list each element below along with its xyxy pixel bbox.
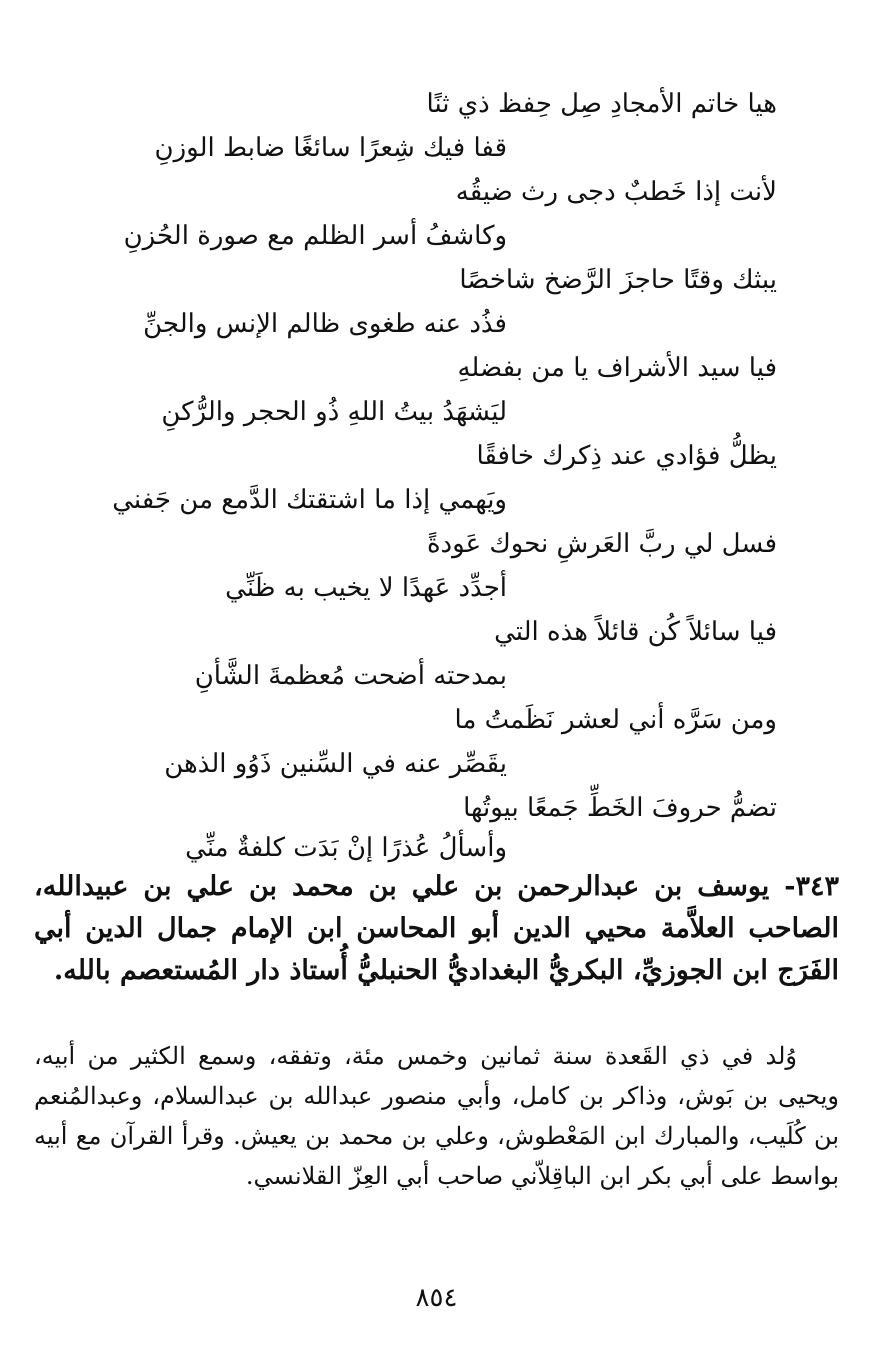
verse-line: هيا خاتم الأمجادِ صِل حِفظ ذي ثنًا: [426, 89, 777, 119]
entry-number: ٣٤٣-: [784, 871, 839, 902]
verse-line: يبثك وقتًا حاجزَ الرَّضخ شاخصًا: [459, 265, 777, 295]
verse-line: ويَهمي إذا ما اشتقتك الدَّمع من جَفني: [112, 485, 507, 515]
verse-line: قفا فيك شِعرًا سائغًا ضابط الوزنِ: [154, 133, 507, 163]
verse-line: ليَشهَدُ بيتُ اللهِ ذُو الحجر والرُّكنِ: [161, 397, 507, 427]
verse-line: فذُد عنه طغوى ظالم الإنس والجنِّ: [143, 309, 507, 339]
entry-body: [34, 1036, 839, 1196]
verse-line: فيا سائلاً كُن قائلاً هذه التي: [494, 617, 777, 647]
verse-line: يقَصِّر عنه في السِّنين ذَوُو الذهن: [164, 749, 507, 779]
verse-line: تضمُّ حروفَ الخَطِّ جَمعًا بيوتُها: [463, 793, 777, 823]
verse-line: ومن سَرَّه أني لعشر نَظَمتُ ما: [454, 705, 777, 735]
entry-paragraph: وُلد في ذي القَعدة سنة ثمانين وخمس مئة، وتفقه، وسمع الكثير من أبيه، ويحيى بن بَوش، وذاكر بن كامل، وأبي منصور عبدالله بن عبدالسلام، وعبدالمُنعم بن كُلَيب، والمبارك ابن المَعْطوش، وعلي بن محمد بن يعيش. وقرأ القرآن مع أبيه بواسط على أبي بكر ابن الباقِلاّني صاحب أبي العِزّ القلانسي.: [34, 1042, 839, 1190]
verse-line: فسل لي ربَّ العَرشِ نحوك عَودةً: [426, 529, 777, 559]
page-number: ٨٥٤: [415, 1283, 458, 1313]
entry-heading: [34, 866, 839, 992]
verse-line: بمدحته أضحت مُعظمةَ الشَّأنِ: [194, 661, 507, 691]
verse-line: فيا سيد الأشراف يا من بفضلهِ: [457, 353, 777, 383]
verse-line: وكاشفُ أسر الظلم مع صورة الحُزنِ: [123, 221, 507, 251]
entry-heading-text: يوسف بن عبدالرحمن بن علي بن محمد بن علي بن عبيدالله، الصاحب العلاَّمة محيي الدين أبو المحاسن ابن الإمام جمال الدين أبي الفَرَج ابن الجوزيِّ، البكريُّ البغداديُّ الحنبليُّ أُستاذ دار المُستعصم بالله.: [34, 871, 839, 986]
verse-line: لأنت إذا خَطبٌ دجى رث ضيقُه: [455, 177, 777, 207]
verse-line: أجدِّد عَهدًا لا يخيب به ظَنِّي: [225, 573, 507, 603]
verse-line: وأسألُ عُذرًا إنْ بَدَت كلفةٌ منِّي: [185, 833, 507, 863]
verse-line: يظلُّ فؤادي عند ذِكرك خافقًا: [476, 441, 777, 471]
